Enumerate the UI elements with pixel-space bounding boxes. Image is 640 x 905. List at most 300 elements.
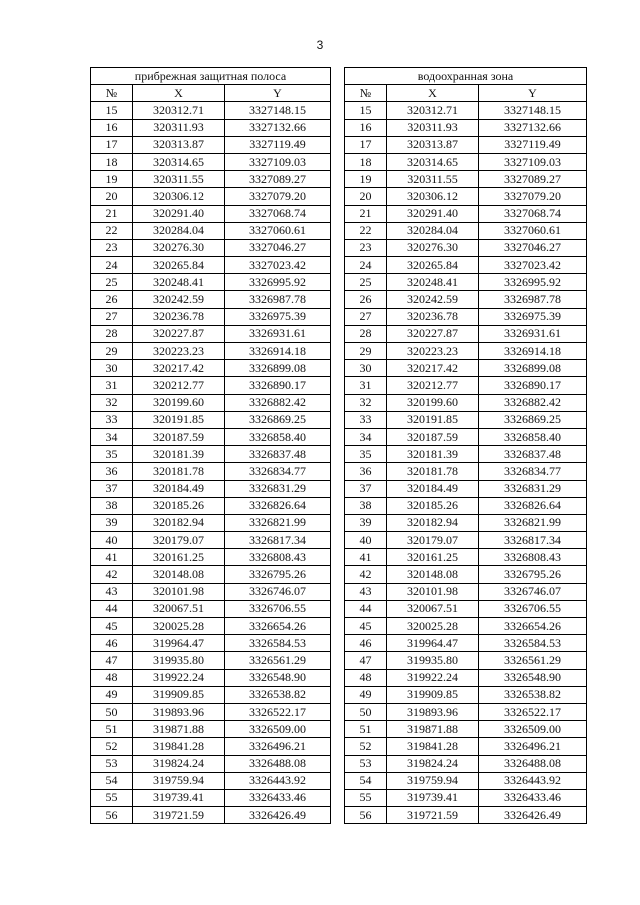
table-row [91,446,331,463]
point-number-cell: 34 [91,428,133,445]
column-header-number: № [91,85,133,102]
point-number-cell: 38 [91,497,133,514]
x-coordinate-cell: 320311.93 [133,119,225,136]
y-coordinate-cell: 3326706.55 [479,600,587,617]
table-row [345,377,587,394]
point-number-cell: 21 [345,205,387,222]
x-coordinate-cell: 320227.87 [387,325,479,342]
point-number-cell: 51 [91,721,133,738]
table-row [91,428,331,445]
table-row [345,257,587,274]
point-number-cell: 38 [345,497,387,514]
y-coordinate-cell: 3327148.15 [479,102,587,119]
point-number-cell: 23 [91,239,133,256]
y-coordinate-cell: 3326882.42 [479,394,587,411]
point-number-cell: 46 [345,635,387,652]
y-coordinate-cell: 3326654.26 [225,618,331,635]
y-coordinate-cell: 3326995.92 [479,274,587,291]
y-coordinate-cell: 3326882.42 [225,394,331,411]
point-number-cell: 17 [345,136,387,153]
page-number: 3 [316,38,324,52]
table-row [345,497,587,514]
y-coordinate-cell: 3326987.78 [479,291,587,308]
y-coordinate-cell: 3326821.99 [479,514,587,531]
x-coordinate-cell: 319964.47 [133,635,225,652]
x-coordinate-cell: 320212.77 [387,377,479,394]
y-coordinate-cell: 3326858.40 [479,428,587,445]
table-row [345,188,587,205]
x-coordinate-cell: 320101.98 [387,583,479,600]
point-number-cell: 23 [345,239,387,256]
point-number-cell: 31 [91,377,133,394]
y-coordinate-cell: 3326826.64 [225,497,331,514]
point-number-cell: 16 [345,119,387,136]
x-coordinate-cell: 320306.12 [133,188,225,205]
x-coordinate-cell: 320191.85 [133,411,225,428]
x-coordinate-cell: 320312.71 [387,102,479,119]
point-number-cell: 16 [91,119,133,136]
y-coordinate-cell: 3326899.08 [225,360,331,377]
y-coordinate-cell: 3326488.08 [225,755,331,772]
table-row [91,257,331,274]
x-coordinate-cell: 320313.87 [387,136,479,153]
point-number-cell: 37 [345,480,387,497]
column-header-y: Y [225,85,331,102]
y-coordinate-cell: 3327068.74 [479,205,587,222]
x-coordinate-cell: 319871.88 [387,721,479,738]
x-coordinate-cell: 320148.08 [133,566,225,583]
table-row [91,772,331,789]
x-coordinate-cell: 319893.96 [133,703,225,720]
x-coordinate-cell: 320265.84 [387,257,479,274]
y-coordinate-cell: 3327132.66 [225,119,331,136]
x-coordinate-cell: 320199.60 [387,394,479,411]
x-coordinate-cell: 320181.78 [387,463,479,480]
point-number-cell: 22 [345,222,387,239]
y-coordinate-cell: 3326975.39 [225,308,331,325]
table-row [91,669,331,686]
x-coordinate-cell: 320223.23 [387,343,479,360]
y-coordinate-cell: 3326426.49 [225,807,331,824]
x-coordinate-cell: 320101.98 [133,583,225,600]
y-coordinate-cell: 3326538.82 [479,686,587,703]
y-coordinate-cell: 3327046.27 [225,239,331,256]
x-coordinate-cell: 320185.26 [133,497,225,514]
table-row [91,411,331,428]
x-coordinate-cell: 320182.94 [133,514,225,531]
x-coordinate-cell: 320179.07 [133,532,225,549]
x-coordinate-cell: 319935.80 [387,652,479,669]
table-row [91,153,331,170]
x-coordinate-cell: 320191.85 [387,411,479,428]
y-coordinate-cell: 3327023.42 [225,257,331,274]
x-coordinate-cell: 320242.59 [133,291,225,308]
table-row [345,239,587,256]
y-coordinate-cell: 3326831.29 [225,480,331,497]
coordinates-tables [90,67,586,835]
point-number-cell: 47 [345,652,387,669]
y-coordinate-cell: 3327079.20 [479,188,587,205]
x-coordinate-cell: 319739.41 [133,789,225,806]
y-coordinate-cell: 3326561.29 [225,652,331,669]
point-number-cell: 19 [91,171,133,188]
table-title: водоохранная зона [345,68,587,85]
point-number-cell: 18 [91,153,133,170]
table-row [345,772,587,789]
table-row [345,360,587,377]
point-number-cell: 39 [345,514,387,531]
point-number-cell: 46 [91,635,133,652]
table-row [345,428,587,445]
x-coordinate-cell: 320311.93 [387,119,479,136]
table-row [345,703,587,720]
table-row [91,686,331,703]
y-coordinate-cell: 3326443.92 [225,772,331,789]
point-number-cell: 45 [91,618,133,635]
y-coordinate-cell: 3327046.27 [479,239,587,256]
table-row [345,532,587,549]
table-row [91,480,331,497]
table-row [91,703,331,720]
y-coordinate-cell: 3326890.17 [479,377,587,394]
table-row [91,652,331,669]
y-coordinate-cell: 3326561.29 [479,652,587,669]
table-row [91,325,331,342]
y-coordinate-cell: 3326522.17 [225,703,331,720]
y-coordinate-cell: 3326869.25 [479,411,587,428]
table-row [345,153,587,170]
y-coordinate-cell: 3326496.21 [225,738,331,755]
table-header-row [345,85,587,102]
y-coordinate-cell: 3326433.46 [225,789,331,806]
point-number-cell: 22 [91,222,133,239]
y-coordinate-cell: 3326858.40 [225,428,331,445]
point-number-cell: 50 [345,703,387,720]
x-coordinate-cell: 319721.59 [133,807,225,824]
point-number-cell: 44 [345,600,387,617]
point-number-cell: 47 [91,652,133,669]
x-coordinate-cell: 320181.39 [387,446,479,463]
table-row [91,308,331,325]
x-coordinate-cell: 320217.42 [133,360,225,377]
x-coordinate-cell: 320311.55 [133,171,225,188]
y-coordinate-cell: 3327109.03 [479,153,587,170]
column-header-x: X [387,85,479,102]
column-header-y: Y [479,85,587,102]
point-number-cell: 42 [91,566,133,583]
point-number-cell: 15 [345,102,387,119]
x-coordinate-cell: 319824.24 [133,755,225,772]
table-row [91,738,331,755]
table-row [91,755,331,772]
y-coordinate-cell: 3326808.43 [479,549,587,566]
table-row [345,566,587,583]
y-coordinate-cell: 3326746.07 [479,583,587,600]
x-coordinate-cell: 320291.40 [387,205,479,222]
x-coordinate-cell: 320313.87 [133,136,225,153]
x-coordinate-cell: 320223.23 [133,343,225,360]
y-coordinate-cell: 3326509.00 [479,721,587,738]
y-coordinate-cell: 3326426.49 [479,807,587,824]
coastal-table-body [91,68,331,824]
x-coordinate-cell: 320306.12 [387,188,479,205]
point-number-cell: 30 [345,360,387,377]
x-coordinate-cell: 320217.42 [387,360,479,377]
point-number-cell: 49 [91,686,133,703]
point-number-cell: 48 [345,669,387,686]
table-row [91,188,331,205]
table-row [91,205,331,222]
point-number-cell: 36 [345,463,387,480]
x-coordinate-cell: 320161.25 [133,549,225,566]
y-coordinate-cell: 3327089.27 [479,171,587,188]
point-number-cell: 17 [91,136,133,153]
point-number-cell: 40 [345,532,387,549]
x-coordinate-cell: 319759.94 [133,772,225,789]
point-number-cell: 30 [91,360,133,377]
y-coordinate-cell: 3327068.74 [225,205,331,222]
table-row [345,738,587,755]
table-row [345,222,587,239]
x-coordinate-cell: 319893.96 [387,703,479,720]
x-coordinate-cell: 319935.80 [133,652,225,669]
table-row [345,325,587,342]
point-number-cell: 28 [345,325,387,342]
x-coordinate-cell: 319739.41 [387,789,479,806]
point-number-cell: 52 [91,738,133,755]
column-header-x: X [133,85,225,102]
x-coordinate-cell: 320182.94 [387,514,479,531]
x-coordinate-cell: 319922.24 [133,669,225,686]
y-coordinate-cell: 3326914.18 [479,343,587,360]
y-coordinate-cell: 3326817.34 [225,532,331,549]
x-coordinate-cell: 320184.49 [387,480,479,497]
y-coordinate-cell: 3327023.42 [479,257,587,274]
table-row [91,549,331,566]
x-coordinate-cell: 320148.08 [387,566,479,583]
point-number-cell: 55 [345,789,387,806]
x-coordinate-cell: 320265.84 [133,257,225,274]
point-number-cell: 54 [345,772,387,789]
point-number-cell: 39 [91,514,133,531]
point-number-cell: 25 [345,274,387,291]
table-row [345,343,587,360]
point-number-cell: 45 [345,618,387,635]
table-row [345,618,587,635]
x-coordinate-cell: 320199.60 [133,394,225,411]
point-number-cell: 20 [91,188,133,205]
y-coordinate-cell: 3326831.29 [479,480,587,497]
y-coordinate-cell: 3326443.92 [479,772,587,789]
y-coordinate-cell: 3326914.18 [225,343,331,360]
point-number-cell: 36 [91,463,133,480]
point-number-cell: 41 [91,549,133,566]
point-number-cell: 29 [91,343,133,360]
y-coordinate-cell: 3326931.61 [479,325,587,342]
point-number-cell: 25 [91,274,133,291]
table-row [91,600,331,617]
table-row [91,532,331,549]
x-coordinate-cell: 319909.85 [387,686,479,703]
table-row [345,119,587,136]
y-coordinate-cell: 3326869.25 [225,411,331,428]
point-number-cell: 26 [345,291,387,308]
x-coordinate-cell: 320314.65 [387,153,479,170]
x-coordinate-cell: 319841.28 [133,738,225,755]
x-coordinate-cell: 320276.30 [133,239,225,256]
table-row [345,102,587,119]
point-number-cell: 31 [345,377,387,394]
point-number-cell: 51 [345,721,387,738]
table-row [91,583,331,600]
x-coordinate-cell: 320187.59 [387,428,479,445]
table-row [345,789,587,806]
y-coordinate-cell: 3327089.27 [225,171,331,188]
x-coordinate-cell: 320067.51 [133,600,225,617]
x-coordinate-cell: 319871.88 [133,721,225,738]
point-number-cell: 37 [91,480,133,497]
point-number-cell: 49 [345,686,387,703]
x-coordinate-cell: 320312.71 [133,102,225,119]
y-coordinate-cell: 3326899.08 [479,360,587,377]
table-row [345,755,587,772]
x-coordinate-cell: 320025.28 [387,618,479,635]
x-coordinate-cell: 320179.07 [387,532,479,549]
point-number-cell: 32 [91,394,133,411]
point-number-cell: 20 [345,188,387,205]
y-coordinate-cell: 3326746.07 [225,583,331,600]
x-coordinate-cell: 319922.24 [387,669,479,686]
x-coordinate-cell: 320311.55 [387,171,479,188]
point-number-cell: 44 [91,600,133,617]
point-number-cell: 27 [345,308,387,325]
table-row [345,463,587,480]
table-row [91,807,331,824]
x-coordinate-cell: 320181.78 [133,463,225,480]
table-row [91,119,331,136]
point-number-cell: 41 [345,549,387,566]
table-row [345,652,587,669]
x-coordinate-cell: 320227.87 [133,325,225,342]
point-number-cell: 18 [345,153,387,170]
y-coordinate-cell: 3326584.53 [479,635,587,652]
x-coordinate-cell: 320314.65 [133,153,225,170]
table-row [91,514,331,531]
x-coordinate-cell: 320276.30 [387,239,479,256]
x-coordinate-cell: 320212.77 [133,377,225,394]
point-number-cell: 29 [345,343,387,360]
x-coordinate-cell: 319824.24 [387,755,479,772]
water-zone-table-body [345,68,587,824]
point-number-cell: 43 [91,583,133,600]
point-number-cell: 24 [91,257,133,274]
point-number-cell: 56 [91,807,133,824]
point-number-cell: 53 [345,755,387,772]
x-coordinate-cell: 320161.25 [387,549,479,566]
table-row [91,394,331,411]
y-coordinate-cell: 3326890.17 [225,377,331,394]
table-row [91,566,331,583]
table-row [345,446,587,463]
point-number-cell: 33 [91,411,133,428]
table-row [91,635,331,652]
y-coordinate-cell: 3326817.34 [479,532,587,549]
point-number-cell: 33 [345,411,387,428]
table-title-row [345,68,587,85]
table-row [91,136,331,153]
point-number-cell: 27 [91,308,133,325]
y-coordinate-cell: 3326548.90 [479,669,587,686]
point-number-cell: 35 [345,446,387,463]
y-coordinate-cell: 3326795.26 [225,566,331,583]
point-number-cell: 56 [345,807,387,824]
point-number-cell: 54 [91,772,133,789]
point-number-cell: 15 [91,102,133,119]
table-title: прибрежная защитная полоса [91,68,331,85]
table-row [91,360,331,377]
y-coordinate-cell: 3326826.64 [479,497,587,514]
table-row [345,136,587,153]
y-coordinate-cell: 3326987.78 [225,291,331,308]
table-row [91,171,331,188]
y-coordinate-cell: 3326931.61 [225,325,331,342]
x-coordinate-cell: 319841.28 [387,738,479,755]
x-coordinate-cell: 320236.78 [133,308,225,325]
point-number-cell: 35 [91,446,133,463]
table-row [91,463,331,480]
table-header-row [91,85,331,102]
table-row [345,480,587,497]
y-coordinate-cell: 3327060.61 [225,222,331,239]
point-number-cell: 32 [345,394,387,411]
point-number-cell: 28 [91,325,133,342]
table-row [91,789,331,806]
table-row [91,497,331,514]
y-coordinate-cell: 3326496.21 [479,738,587,755]
column-header-number: № [345,85,387,102]
x-coordinate-cell: 320248.41 [133,274,225,291]
y-coordinate-cell: 3326837.48 [479,446,587,463]
table-row [345,274,587,291]
y-coordinate-cell: 3326837.48 [225,446,331,463]
x-coordinate-cell: 320184.49 [133,480,225,497]
table-row [91,222,331,239]
y-coordinate-cell: 3327119.49 [479,136,587,153]
x-coordinate-cell: 319964.47 [387,635,479,652]
x-coordinate-cell: 320284.04 [387,222,479,239]
y-coordinate-cell: 3326548.90 [225,669,331,686]
table-row [91,721,331,738]
y-coordinate-cell: 3327060.61 [479,222,587,239]
point-number-cell: 34 [345,428,387,445]
point-number-cell: 48 [91,669,133,686]
table-row [345,807,587,824]
x-coordinate-cell: 319759.94 [387,772,479,789]
point-number-cell: 43 [345,583,387,600]
x-coordinate-cell: 319909.85 [133,686,225,703]
y-coordinate-cell: 3326706.55 [225,600,331,617]
point-number-cell: 21 [91,205,133,222]
y-coordinate-cell: 3327119.49 [225,136,331,153]
y-coordinate-cell: 3326538.82 [225,686,331,703]
x-coordinate-cell: 319721.59 [387,807,479,824]
x-coordinate-cell: 320284.04 [133,222,225,239]
table-row [345,291,587,308]
y-coordinate-cell: 3326488.08 [479,755,587,772]
table-row [345,583,587,600]
y-coordinate-cell: 3326433.46 [479,789,587,806]
y-coordinate-cell: 3326584.53 [225,635,331,652]
